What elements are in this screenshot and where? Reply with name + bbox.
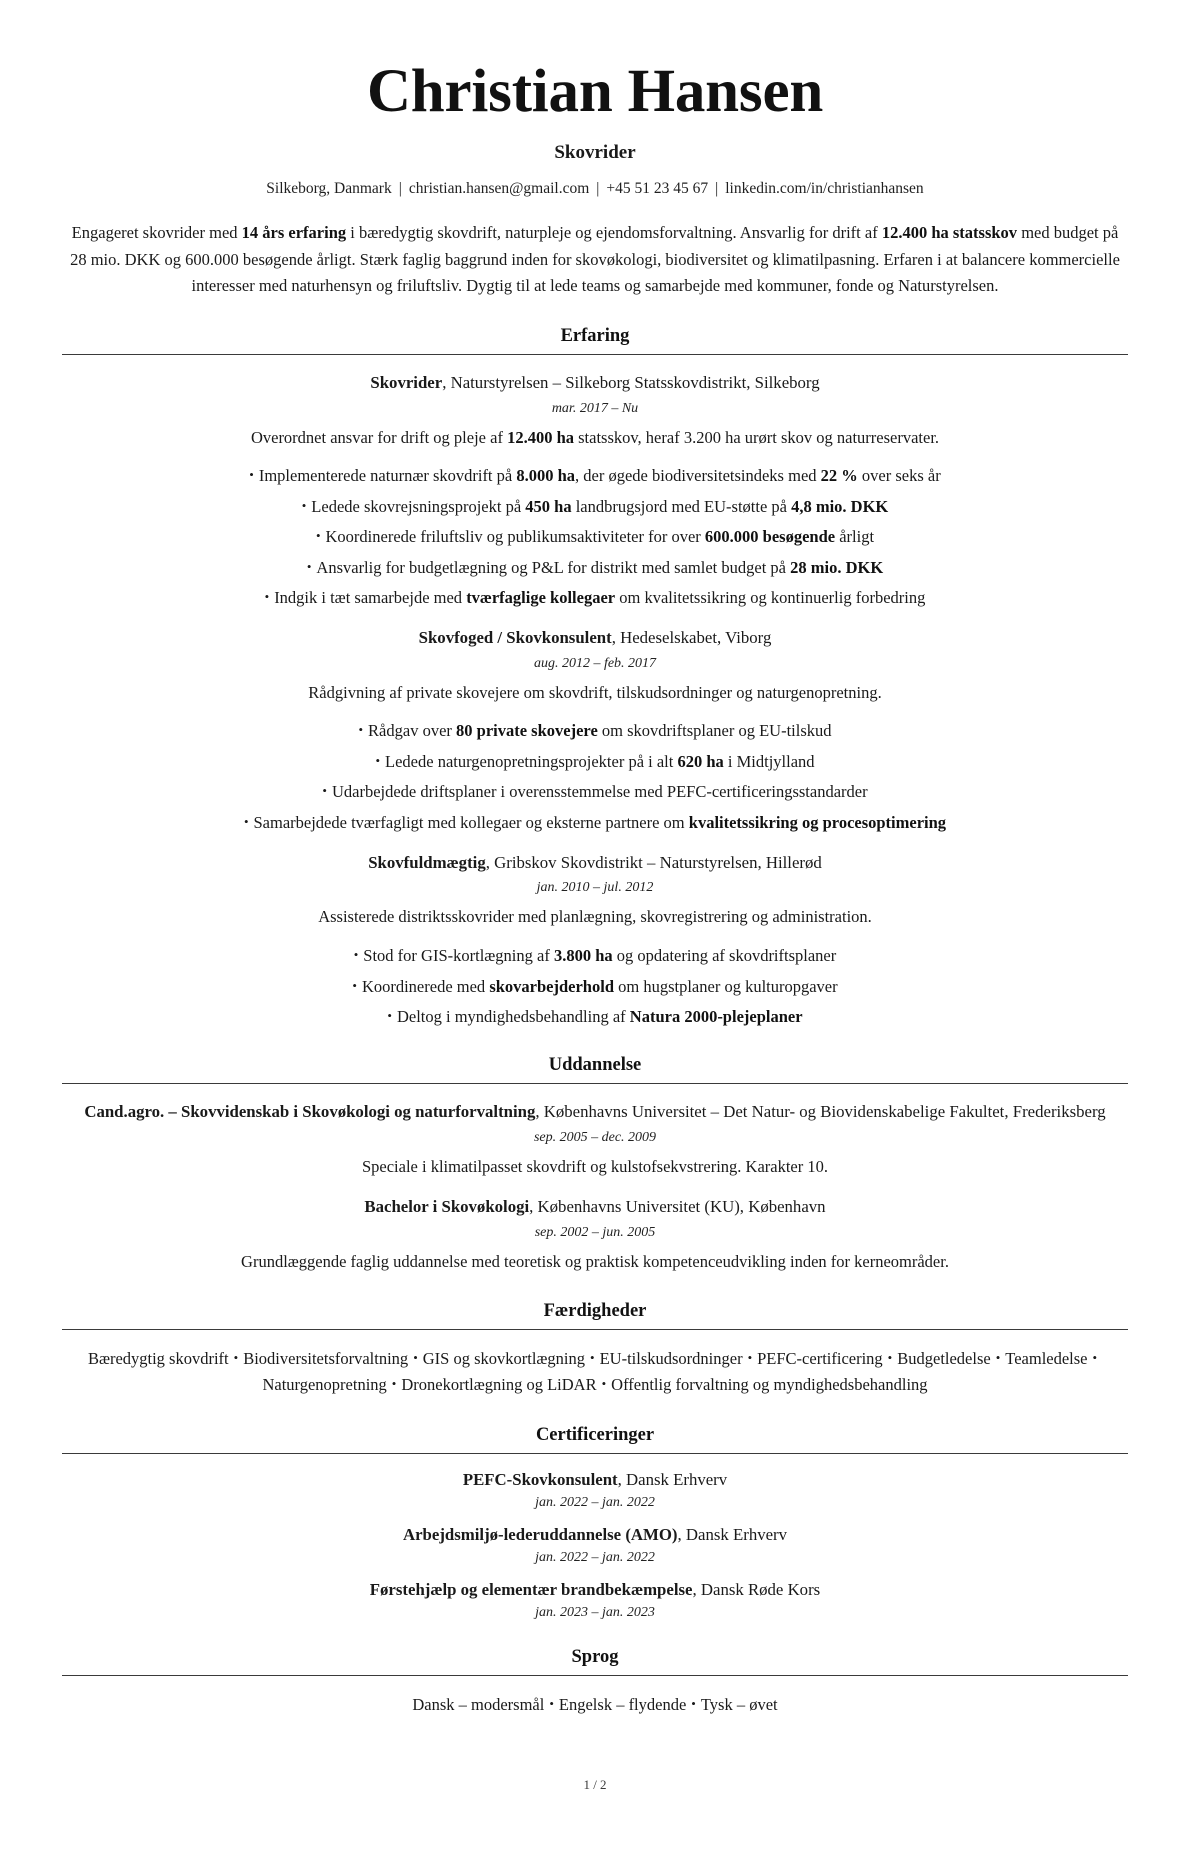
entry	[62, 1195, 1128, 1274]
certification-heading	[62, 1470, 1128, 1490]
entry-dates: jan. 2010 – jul. 2012	[536, 880, 654, 896]
section-divider	[62, 354, 1128, 355]
list-separator-dot: •	[1092, 1349, 1098, 1365]
certification-entries	[62, 1470, 1128, 1621]
contact-separator: |	[596, 180, 600, 198]
skill-item: GIS og skovkortlægning	[422, 1348, 586, 1368]
list-separator-dot: •	[391, 1376, 397, 1392]
section-skills	[62, 1301, 1128, 1399]
contact-item[interactable]: Silkeborg, Danmark	[266, 180, 392, 198]
certification-issuer: , Dansk Erhverv	[617, 1469, 728, 1489]
entry-organization: , Gribskov Skovdistrikt – Naturstyrelsen, Hillerød	[485, 853, 822, 873]
list-separator-dot: •	[590, 1349, 595, 1365]
bullet-item: • Deltog i myndighedsbehandling af Natura 2000-plejeplaner	[62, 1005, 1128, 1029]
certification-issuer: , Dansk Erhverv	[677, 1524, 788, 1544]
entry-organization: , Hedeselskabet, Viborg	[611, 628, 772, 648]
certification-issuer: , Dansk Røde Kors	[692, 1579, 821, 1599]
entry-role: Bachelor i Skovøkologi	[364, 1197, 530, 1217]
skill-item: Offentlig forvaltning og myndighedsbehandling	[611, 1375, 928, 1395]
entry-description: Rådgivning af private skovejere om skovdrift, tilskudsordninger og naturgenopretning.	[308, 682, 882, 702]
entry-heading	[62, 1195, 1128, 1219]
list-separator-dot: •	[601, 1376, 607, 1392]
section-certifications	[62, 1425, 1128, 1621]
entry-role: Cand.agro. – Skovvidenskab i Skovøkologi og naturforvaltning	[84, 1102, 536, 1122]
bullet-item: • Koordinerede friluftsliv og publikumsaktiviteter for over 600.000 besøgende årligt	[62, 525, 1128, 549]
skill-item: Budgetledelse	[897, 1348, 991, 1368]
entry-role: Skovfuldmægtig	[368, 853, 486, 873]
language-item: Tysk – øvet	[700, 1694, 778, 1714]
certification-name: PEFC-Skovkonsulent	[462, 1469, 618, 1489]
certification-entry	[62, 1580, 1128, 1621]
bullet-item: • Rådgav over 80 private skovejere om skovdriftsplaner og EU-tilskud	[62, 719, 1128, 743]
bullet-item: • Koordinerede med skovarbejderhold om hugstplaner og kulturopgaver	[62, 975, 1128, 999]
section-education	[62, 1055, 1128, 1274]
entry	[62, 371, 1128, 610]
skill-item: Biodiversitetsforvaltning	[243, 1348, 409, 1368]
experience-entries	[62, 371, 1128, 1029]
list-separator-dot: •	[549, 1695, 554, 1711]
list-separator-dot: •	[887, 1349, 893, 1365]
summary-paragraph: Engageret skovrider med 14 års erfaring i bæredygtig skovdrift, naturpleje og ejendomsforvaltning. Ansvarlig for drift af 12.400 ha statsskov med budget på 28 mio. DKK og 600.000 besøgende årligt. Stærk faglig baggrund inden for skovøkologi, biodiversitet og klimatilpasning. Erfaren i at balancere kommercielle interesser med naturhensyn og friluftsliv. Dygtig til at lede teams og samarbejde med kommuner, fonde og Naturstyrelsen.	[70, 223, 1120, 296]
list-separator-dot: •	[691, 1695, 696, 1711]
entry-heading	[62, 371, 1128, 395]
bullet-item: • Udarbejdede driftsplaner i overensstemmelse med PEFC-certificeringsstandarder	[62, 780, 1128, 804]
certification-entry	[62, 1470, 1128, 1511]
certification-dates: jan. 2022 – jan. 2022	[535, 1549, 655, 1565]
skill-item: EU-tilskudsordninger	[599, 1348, 743, 1368]
skill-item: Bæredygtig skovdrift	[87, 1348, 229, 1368]
certification-name: Arbejdsmiljø-lederuddannelse (AMO)	[402, 1524, 678, 1544]
job-title: Skovrider	[554, 142, 636, 164]
list-separator-dot: •	[413, 1349, 418, 1365]
education-entries	[62, 1100, 1128, 1274]
entry-bullet-list	[62, 464, 1128, 610]
entry-heading	[62, 851, 1128, 875]
list-separator-dot: •	[995, 1349, 1001, 1365]
entry-organization: , Københavns Universitet – Det Natur- og Biovidenskabelige Fakultet, Frederiksberg	[535, 1102, 1106, 1122]
language-item: Dansk – modersmål	[412, 1694, 545, 1714]
section-divider	[62, 1675, 1128, 1676]
bullet-item: • Indgik i tæt samarbejde med tværfaglige kollegaer om kvalitetssikring og kontinuerlig forbedring	[62, 586, 1128, 610]
section-title-skills: Færdigheder	[543, 1300, 647, 1321]
entry	[62, 626, 1128, 835]
list-separator-dot: •	[747, 1349, 753, 1365]
entry-heading	[62, 626, 1128, 650]
certification-entry	[62, 1525, 1128, 1566]
section-divider	[62, 1329, 1128, 1330]
entry-dates: mar. 2017 – Nu	[551, 400, 639, 416]
page-number: 1 / 2	[583, 1776, 607, 1792]
entry-description: Overordnet ansvar for drift og pleje af 12.400 ha statsskov, heraf 3.200 ha urørt skov og naturreservater.	[250, 427, 940, 447]
bullet-item: • Samarbejdede tværfagligt med kollegaer og eksterne partnere om kvalitetssikring og procesoptimering	[62, 811, 1128, 835]
skill-item: Dronekortlægning og LiDAR	[401, 1375, 597, 1395]
language-item: Engelsk – flydende	[558, 1694, 687, 1714]
bullet-item: • Ansvarlig for budgetlægning og P&L for distrikt med samlet budget på 28 mio. DKK	[62, 556, 1128, 580]
contact-item[interactable]: linkedin.com/in/christianhansen	[725, 180, 924, 198]
skill-item: Naturgenopretning	[262, 1375, 387, 1395]
entry-dates: sep. 2005 – dec. 2009	[533, 1129, 657, 1145]
bullet-item: • Ledede skovrejsningsprojekt på 450 ha landbrugsjord med EU-støtte på 4,8 mio. DKK	[62, 495, 1128, 519]
contact-item[interactable]: +45 51 23 45 67	[606, 180, 709, 198]
entry-dates: aug. 2012 – feb. 2017	[533, 655, 657, 671]
entry-description: Grundlæggende faglig uddannelse med teoretisk og praktisk kompetenceudvikling inden for kerneområder.	[241, 1251, 949, 1271]
entry-organization: , Københavns Universitet (KU), København	[529, 1197, 826, 1217]
entry	[62, 851, 1128, 1029]
section-title-languages: Sprog	[571, 1646, 619, 1667]
section-experience	[62, 326, 1128, 1029]
entry-dates: sep. 2002 – jun. 2005	[534, 1224, 656, 1240]
certification-heading	[62, 1580, 1128, 1600]
skills-list	[62, 1346, 1128, 1399]
section-title-certifications: Certificeringer	[535, 1424, 655, 1445]
contact-separator: |	[398, 180, 402, 198]
entry	[62, 1100, 1128, 1179]
certification-dates: jan. 2023 – jan. 2023	[535, 1604, 655, 1620]
skill-item: PEFC-certificering	[757, 1348, 883, 1368]
entry-description: Speciale i klimatilpasset skovdrift og kulstofsekvstrering. Karakter 10.	[361, 1156, 829, 1176]
entry-organization: , Naturstyrelsen – Silkeborg Statsskovdistrikt, Silkeborg	[442, 373, 820, 393]
section-divider	[62, 1453, 1128, 1454]
languages-list	[62, 1692, 1128, 1719]
bullet-item: • Implementerede naturnær skovdrift på 8.000 ha, der øgede biodiversitetsindeks med 22 % over seks år	[62, 464, 1128, 488]
certification-heading	[62, 1525, 1128, 1545]
section-divider	[62, 1083, 1128, 1084]
certification-name: Førstehjælp og elementær brandbekæmpelse	[369, 1579, 693, 1599]
section-title-education: Uddannelse	[548, 1055, 642, 1076]
entry-role: Skovrider	[370, 373, 443, 393]
contact-line	[62, 180, 1128, 198]
contact-separator: |	[715, 180, 719, 198]
skill-item: Teamledelse	[1005, 1348, 1088, 1368]
list-separator-dot: •	[233, 1349, 239, 1365]
section-title-experience: Erfaring	[560, 326, 630, 347]
page-title: Christian Hansen	[366, 58, 824, 125]
entry-heading	[62, 1100, 1128, 1124]
contact-item[interactable]: christian.hansen@gmail.com	[408, 180, 590, 198]
entry-bullet-list	[62, 944, 1128, 1029]
entry-role: Skovfoged / Skovkonsulent	[418, 628, 612, 648]
entry-bullet-list	[62, 719, 1128, 835]
certification-dates: jan. 2022 – jan. 2022	[535, 1494, 655, 1510]
entry-description: Assisterede distriktsskovrider med planlægning, skovregistrering og administration.	[318, 907, 872, 927]
bullet-item: • Stod for GIS-kortlægning af 3.800 ha og opdatering af skovdriftsplaner	[62, 944, 1128, 968]
bullet-item: • Ledede naturgenopretningsprojekter på i alt 620 ha i Midtjylland	[62, 750, 1128, 774]
